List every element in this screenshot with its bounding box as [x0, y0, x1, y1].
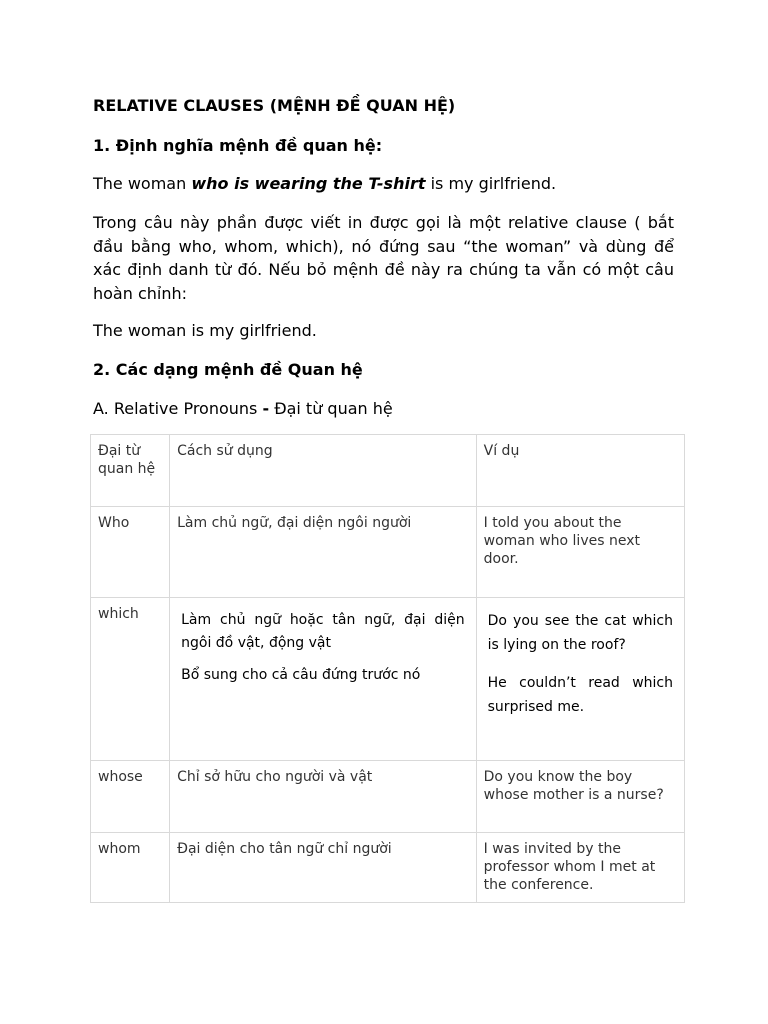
- usage-cell: Làm chủ ngữ, đại diện ngôi người: [170, 507, 477, 598]
- section2-heading: 2. Các dạng mệnh đề Quan hệ: [93, 360, 363, 379]
- usage-cell: Chỉ sở hữu cho người và vật: [170, 761, 477, 833]
- usage-line: Bổ sung cho cả câu đứng trước nó: [181, 667, 421, 683]
- table-row: [91, 598, 685, 761]
- example-sentence-1-emphasis: who is wearing the T-shirt: [191, 174, 426, 193]
- pronoun-cell: which: [91, 598, 170, 761]
- usage-cell: Đại diện cho tân ngữ chỉ người: [170, 833, 477, 903]
- example-cell: Do you know the boy whose mother is a nurse?: [476, 761, 684, 833]
- usage-line: Làm chủ ngữ hoặc tân ngữ, đại diện ngôi đồ vật, động vật: [181, 612, 465, 651]
- example-cell: [476, 598, 684, 761]
- subheading-dash: -: [262, 399, 270, 418]
- table-row: [91, 507, 685, 598]
- header-usage: Cách sử dụng: [170, 435, 477, 507]
- table-row: [91, 761, 685, 833]
- pronoun-cell: whose: [91, 761, 170, 833]
- usage-cell: [170, 598, 477, 761]
- table-row: [91, 833, 685, 903]
- pronoun-cell: Who: [91, 507, 170, 598]
- header-pronoun: Đại từ quan hệ: [91, 435, 170, 507]
- example-sentence-1-after: is my girlfriend.: [425, 174, 557, 193]
- header-example: Ví dụ: [476, 435, 684, 507]
- table-header-row: [91, 435, 685, 507]
- pronoun-cell: whom: [91, 833, 170, 903]
- subheading-suffix: Đại từ quan hệ: [269, 399, 393, 418]
- example-sentence-1-before: The woman: [93, 174, 192, 193]
- example-sentence-1: [93, 174, 556, 193]
- section1-heading: 1. Định nghĩa mệnh đề quan hệ:: [93, 136, 383, 155]
- subheading-prefix: A. Relative Pronouns: [93, 399, 263, 418]
- explanation-paragraph: Trong câu này phần được viết in được gọi là một relative clause ( bắt đầu bằng who, whom, which), nó đứng sau “the woman” và dùng để xác định danh từ đó. Nếu bỏ mệnh đề này ra chúng ta vẫn có một câu hoàn chỉnh:: [93, 213, 674, 303]
- example-cell: I was invited by the professor whom I met at the conference.: [476, 833, 684, 903]
- section2-subheading: [93, 399, 393, 418]
- example-line: He couldn’t read which surprised me.: [487, 675, 673, 715]
- document-title: RELATIVE CLAUSES (MỆNH ĐỀ QUAN HỆ): [93, 96, 456, 115]
- example-sentence-2: The woman is my girlfriend.: [93, 321, 317, 340]
- example-cell: I told you about the woman who lives next door.: [476, 507, 684, 598]
- relative-pronouns-table: [90, 434, 685, 903]
- example-line: Do you see the cat which is lying on the roof?: [487, 613, 673, 653]
